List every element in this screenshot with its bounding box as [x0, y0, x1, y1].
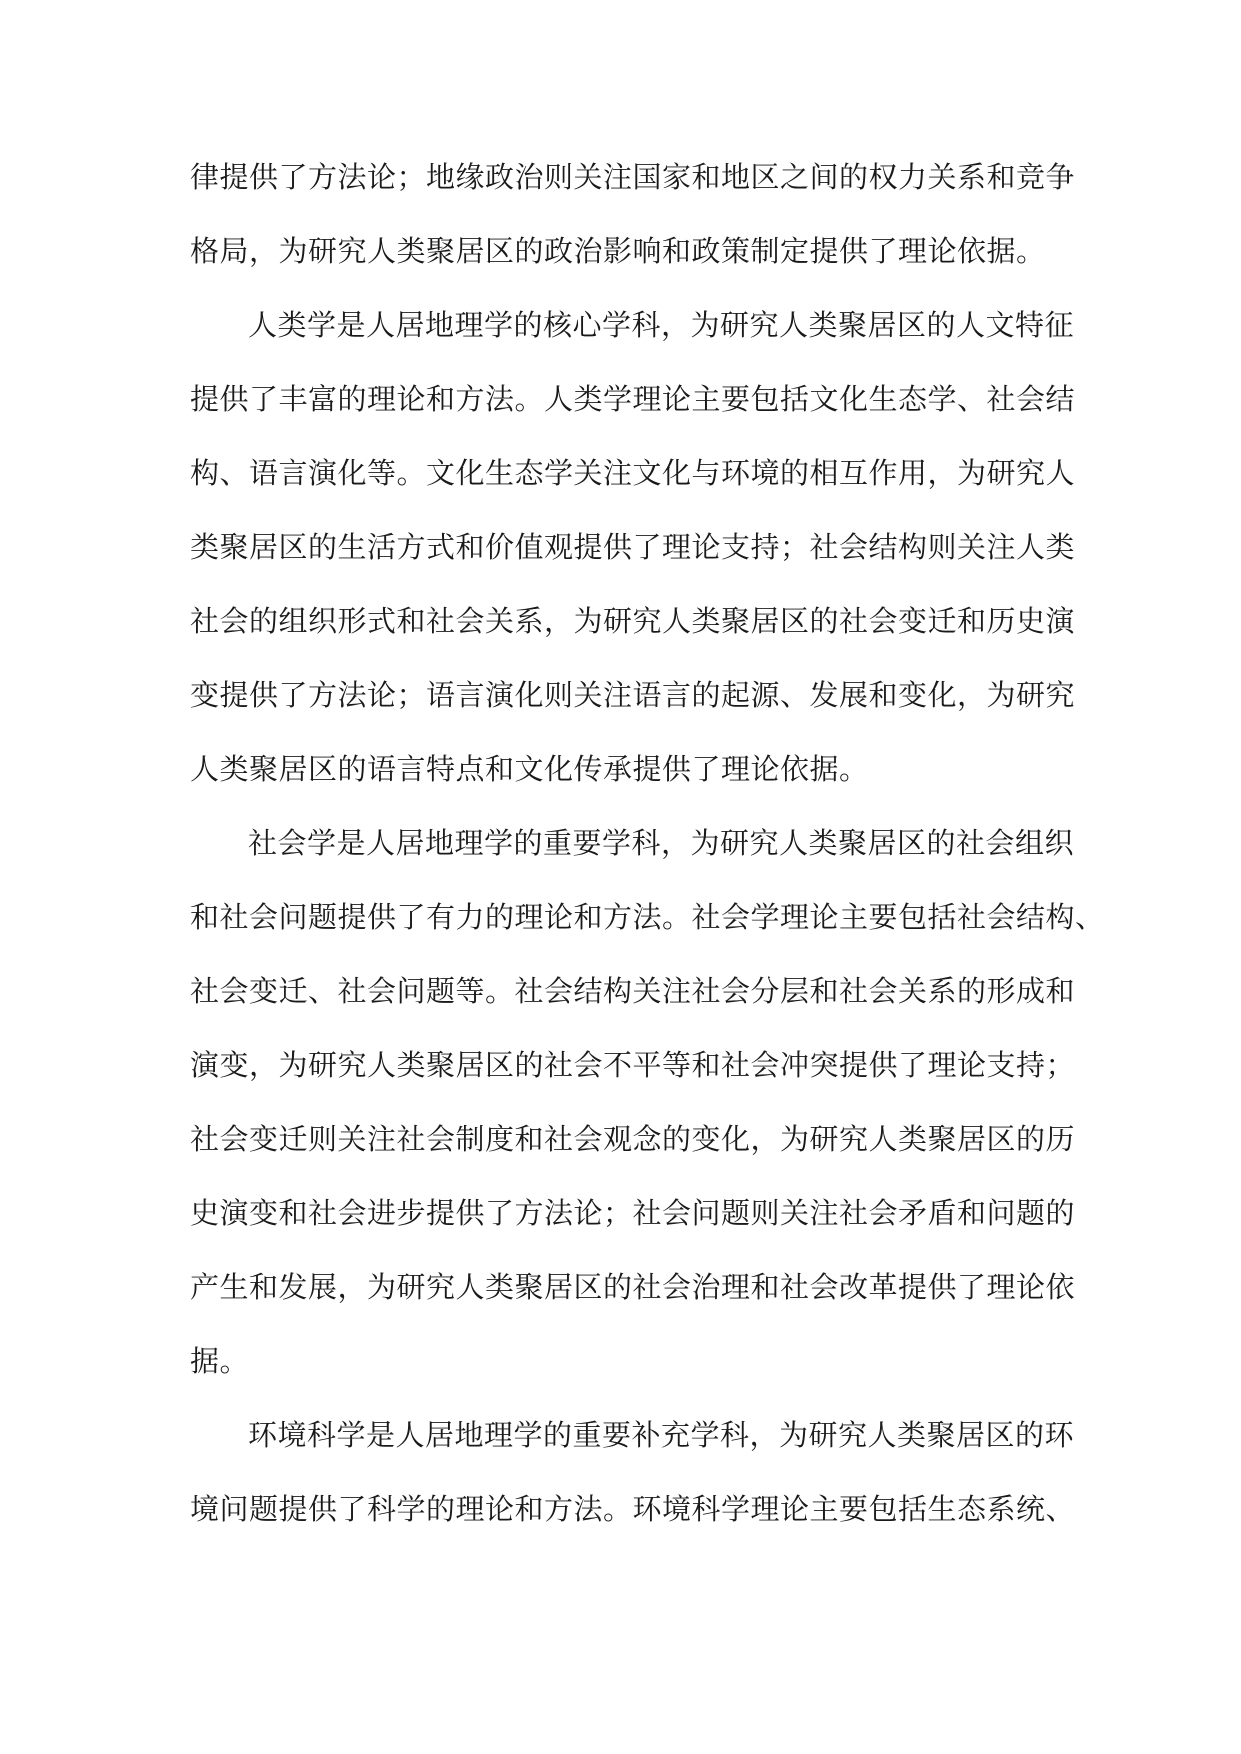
text-line: 境问题提供了科学的理论和方法。环境科学理论主要包括生态系统、 [190, 1492, 1076, 1526]
text-line: 构、语言演化等。文化生态学关注文化与环境的相互作用，为研究人 [190, 456, 1076, 490]
text-line: 环境科学是人居地理学的重要补充学科，为研究人类聚居区的环 [248, 1418, 1075, 1452]
text-line: 产生和发展，为研究人类聚居区的社会治理和社会改革提供了理论依 [190, 1270, 1076, 1304]
text-line: 人类聚居区的语言特点和文化传承提供了理论依据。 [190, 752, 869, 786]
text-line: 社会学是人居地理学的重要学科，为研究人类聚居区的社会组织 [248, 826, 1075, 860]
text-line: 和社会问题提供了有力的理论和方法。社会学理论主要包括社会结构、 [190, 900, 1105, 934]
text-line: 律提供了方法论；地缘政治则关注国家和地区之间的权力关系和竞争 [190, 160, 1076, 194]
text-line: 提供了丰富的理论和方法。人类学理论主要包括文化生态学、社会结 [190, 382, 1076, 416]
text-line: 社会变迁、社会问题等。社会结构关注社会分层和社会关系的形成和 [190, 974, 1076, 1008]
text-line: 格局，为研究人类聚居区的政治影响和政策制定提供了理论依据。 [190, 234, 1046, 268]
text-line: 史演变和社会进步提供了方法论；社会问题则关注社会矛盾和问题的 [190, 1196, 1076, 1230]
body-text [190, 140, 1105, 1546]
text-line: 人类学是人居地理学的核心学科，为研究人类聚居区的人文特征 [248, 308, 1075, 342]
text-line: 据。 [190, 1344, 250, 1378]
text-line: 社会的组织形式和社会关系，为研究人类聚居区的社会变迁和历史演 [190, 604, 1076, 638]
text-line: 变提供了方法论；语言演化则关注语言的起源、发展和变化，为研究 [190, 678, 1076, 712]
text-line: 类聚居区的生活方式和价值观提供了理论支持；社会结构则关注人类 [190, 530, 1076, 564]
text-line: 社会变迁则关注社会制度和社会观念的变化，为研究人类聚居区的历 [190, 1122, 1076, 1156]
text-line: 演变，为研究人类聚居区的社会不平等和社会冲突提供了理论支持； [190, 1048, 1076, 1082]
